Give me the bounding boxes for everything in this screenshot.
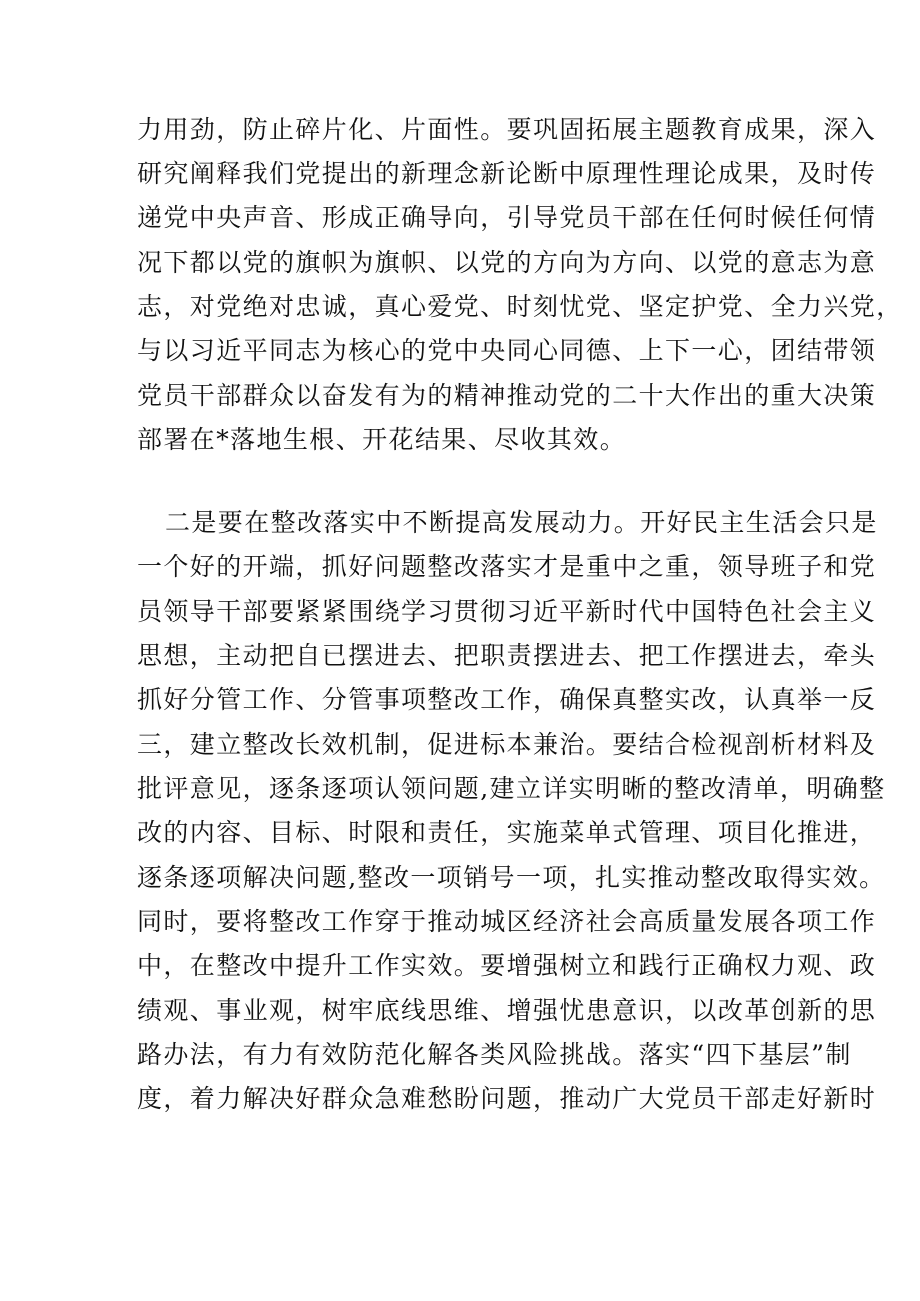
paragraph-1-line-3: 递党中央声音、形成正确导向，引导党员干部在任何时候任何情 <box>137 203 877 232</box>
paragraph-2-line-2: 一个好的开端，抓好问题整改落实才是重中之重，领导班子和党 <box>137 552 877 581</box>
paragraph-1-line-7: 党员干部群众以奋发有为的精神推动党的二十大作出的重大决策 <box>137 381 877 410</box>
paragraph-2-line-11: 中，在整改中提升工作实效。要增强树立和践行正确权力观、政 <box>137 951 877 980</box>
paragraph-2-line-8: 改的内容、目标、时限和责任，实施菜单式管理、项目化推进， <box>137 818 877 847</box>
paragraph-1-line-2: 研究阐释我们党提出的新理念新论断中原理性理论成果，及时传 <box>137 159 877 188</box>
paragraph-2-line-5: 抓好分管工作、分管事项整改工作，确保真整实改，认真举一反 <box>137 685 877 714</box>
paragraph-1-line-6: 与以习近平同志为核心的党中央同心同德、上下一心，团结带领 <box>137 336 877 365</box>
paragraph-2-line-13: 路办法，有力有效防范化解各类风险挑战。落实“四下基层”制 <box>137 1040 852 1069</box>
paragraph-1-line-5: 志，对党绝对忠诚，真心爱党、时刻忧党、坚定护党、全力兴党， <box>137 292 903 321</box>
paragraph-2-line-4: 思想，主动把自已摆进去、把职责摆进去、把工作摆进去，牵头 <box>137 641 877 670</box>
paragraph-2-line-12: 绩观、事业观，树牢底线思维、增强忧患意识，以改革创新的思 <box>137 996 877 1025</box>
paragraph-2-line-6: 三，建立整改长效机制，促进标本兼治。要结合检视剖析材料及 <box>137 730 877 759</box>
paragraph-2-line-3: 员领导干部要紧紧围绕学习贯彻习近平新时代中国特色社会主义 <box>137 597 877 626</box>
paragraph-1-line-1: 力用劲，防止碎片化、片面性。要巩固拓展主题教育成果，深入 <box>137 115 877 144</box>
paragraph-2-line-14: 度，着力解决好群众急难愁盼问题，推动广大党员干部走好新时 <box>137 1084 877 1113</box>
paragraph-2-line-9: 逐条逐项解决问题,整改一项销号一项，扎实推动整改取得实效。 <box>137 863 886 892</box>
paragraph-2-line-10: 同时，要将整改工作穿于推动城区经济社会高质量发展各项工作 <box>137 907 877 936</box>
paragraph-1-line-8: 部署在*落地生根、开花结果、尽收其效。 <box>137 425 627 454</box>
paragraph-2-line-7: 批评意见，逐条逐项认领问题,建立详实明晰的整改清单，明确整 <box>137 774 886 803</box>
paragraph-2-line-1: 二是要在整改落实中不断提高发展动力。开好民主生活会只是 <box>165 508 878 537</box>
paragraph-1-line-4: 况下都以党的旗帜为旗帜、以党的方向为方向、以党的意志为意 <box>137 248 877 277</box>
